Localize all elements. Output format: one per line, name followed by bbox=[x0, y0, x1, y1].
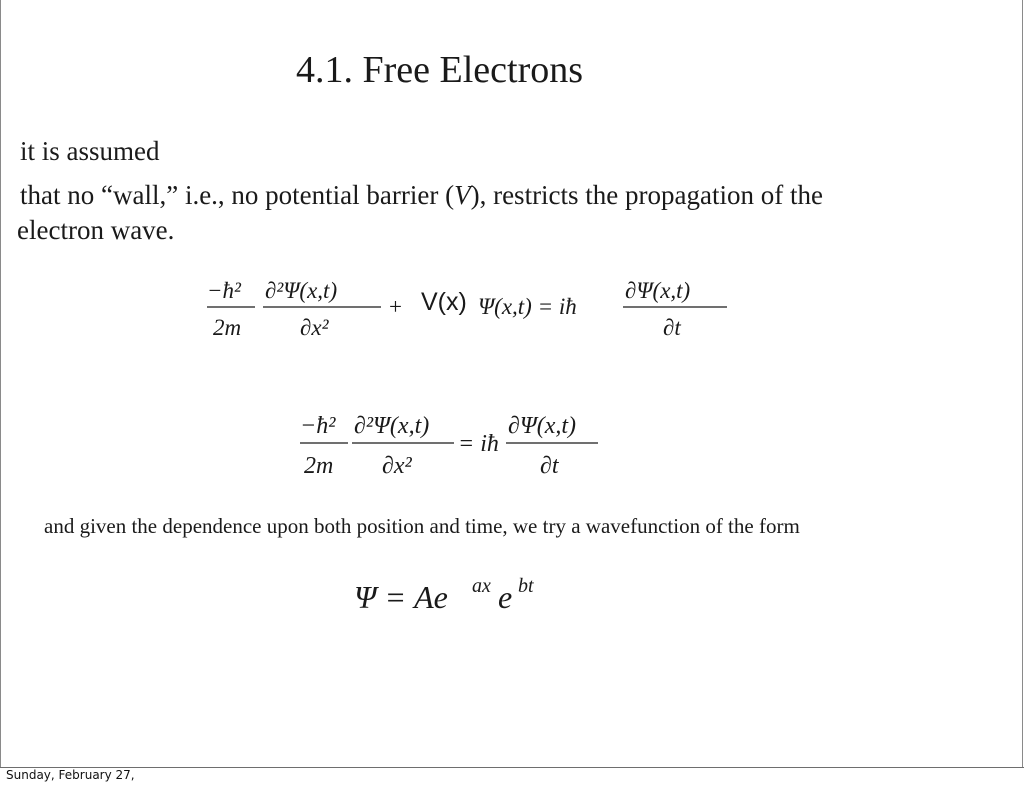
eq1-second-derivative-numerator: ∂²Ψ(x,t) bbox=[265, 278, 338, 303]
text-line-no-wall-part1: that no “wall,” i.e., no potential barrier ( bbox=[20, 180, 455, 210]
schrodinger-equation-with-potential bbox=[205, 272, 745, 347]
free-electron-schrodinger-equation bbox=[298, 405, 618, 485]
eq1-dt-denominator: ∂t bbox=[663, 315, 681, 340]
eq1-time-derivative-numerator: ∂Ψ(x,t) bbox=[625, 278, 691, 303]
text-line-no-wall bbox=[20, 180, 823, 211]
eq1-hbar-numerator: −ħ² bbox=[207, 278, 241, 303]
footer-divider bbox=[0, 767, 1024, 768]
footer-date: Sunday, February 27, bbox=[6, 768, 135, 782]
eq1-plus: + bbox=[389, 294, 402, 319]
eq1-potential-vx: V(x) bbox=[421, 288, 467, 316]
text-line-it-is-assumed: it is assumed bbox=[20, 136, 160, 166]
eq3-second-e: e bbox=[498, 579, 513, 615]
eq1-dx2-denominator: ∂x² bbox=[300, 315, 329, 340]
eq1-2m-denominator: 2m bbox=[213, 315, 242, 340]
trial-wavefunction-equation bbox=[352, 570, 562, 620]
eq1-psi-equals-ihbar: Ψ(x,t) = iħ bbox=[478, 294, 577, 319]
text-line-no-wall-part2: ), restricts the propagation of the bbox=[470, 180, 823, 210]
eq2-dt-denominator: ∂t bbox=[540, 453, 559, 479]
text-line-electron-wave: electron wave. bbox=[17, 215, 175, 245]
eq2-second-derivative-numerator: ∂²Ψ(x,t) bbox=[354, 413, 430, 439]
eq3-psi-equals-ae: Ψ = Ae bbox=[354, 579, 448, 615]
eq2-dx2-denominator: ∂x² bbox=[382, 453, 412, 479]
eq3-exponent-ax: ax bbox=[472, 575, 491, 597]
eq2-equals-ihbar: = iħ bbox=[458, 431, 499, 457]
eq2-2m-denominator: 2m bbox=[304, 453, 334, 479]
wavefunction-paragraph: and given the dependence upon both position and time, we try a wavefunction of the form bbox=[44, 514, 800, 538]
eq2-time-derivative-numerator: ∂Ψ(x,t) bbox=[508, 413, 577, 439]
eq2-hbar-numerator: −ħ² bbox=[300, 413, 336, 439]
potential-symbol-v: V bbox=[454, 180, 471, 210]
eq3-exponent-bt: bt bbox=[518, 575, 534, 597]
slide-title: 4.1. Free Electrons bbox=[296, 49, 584, 91]
